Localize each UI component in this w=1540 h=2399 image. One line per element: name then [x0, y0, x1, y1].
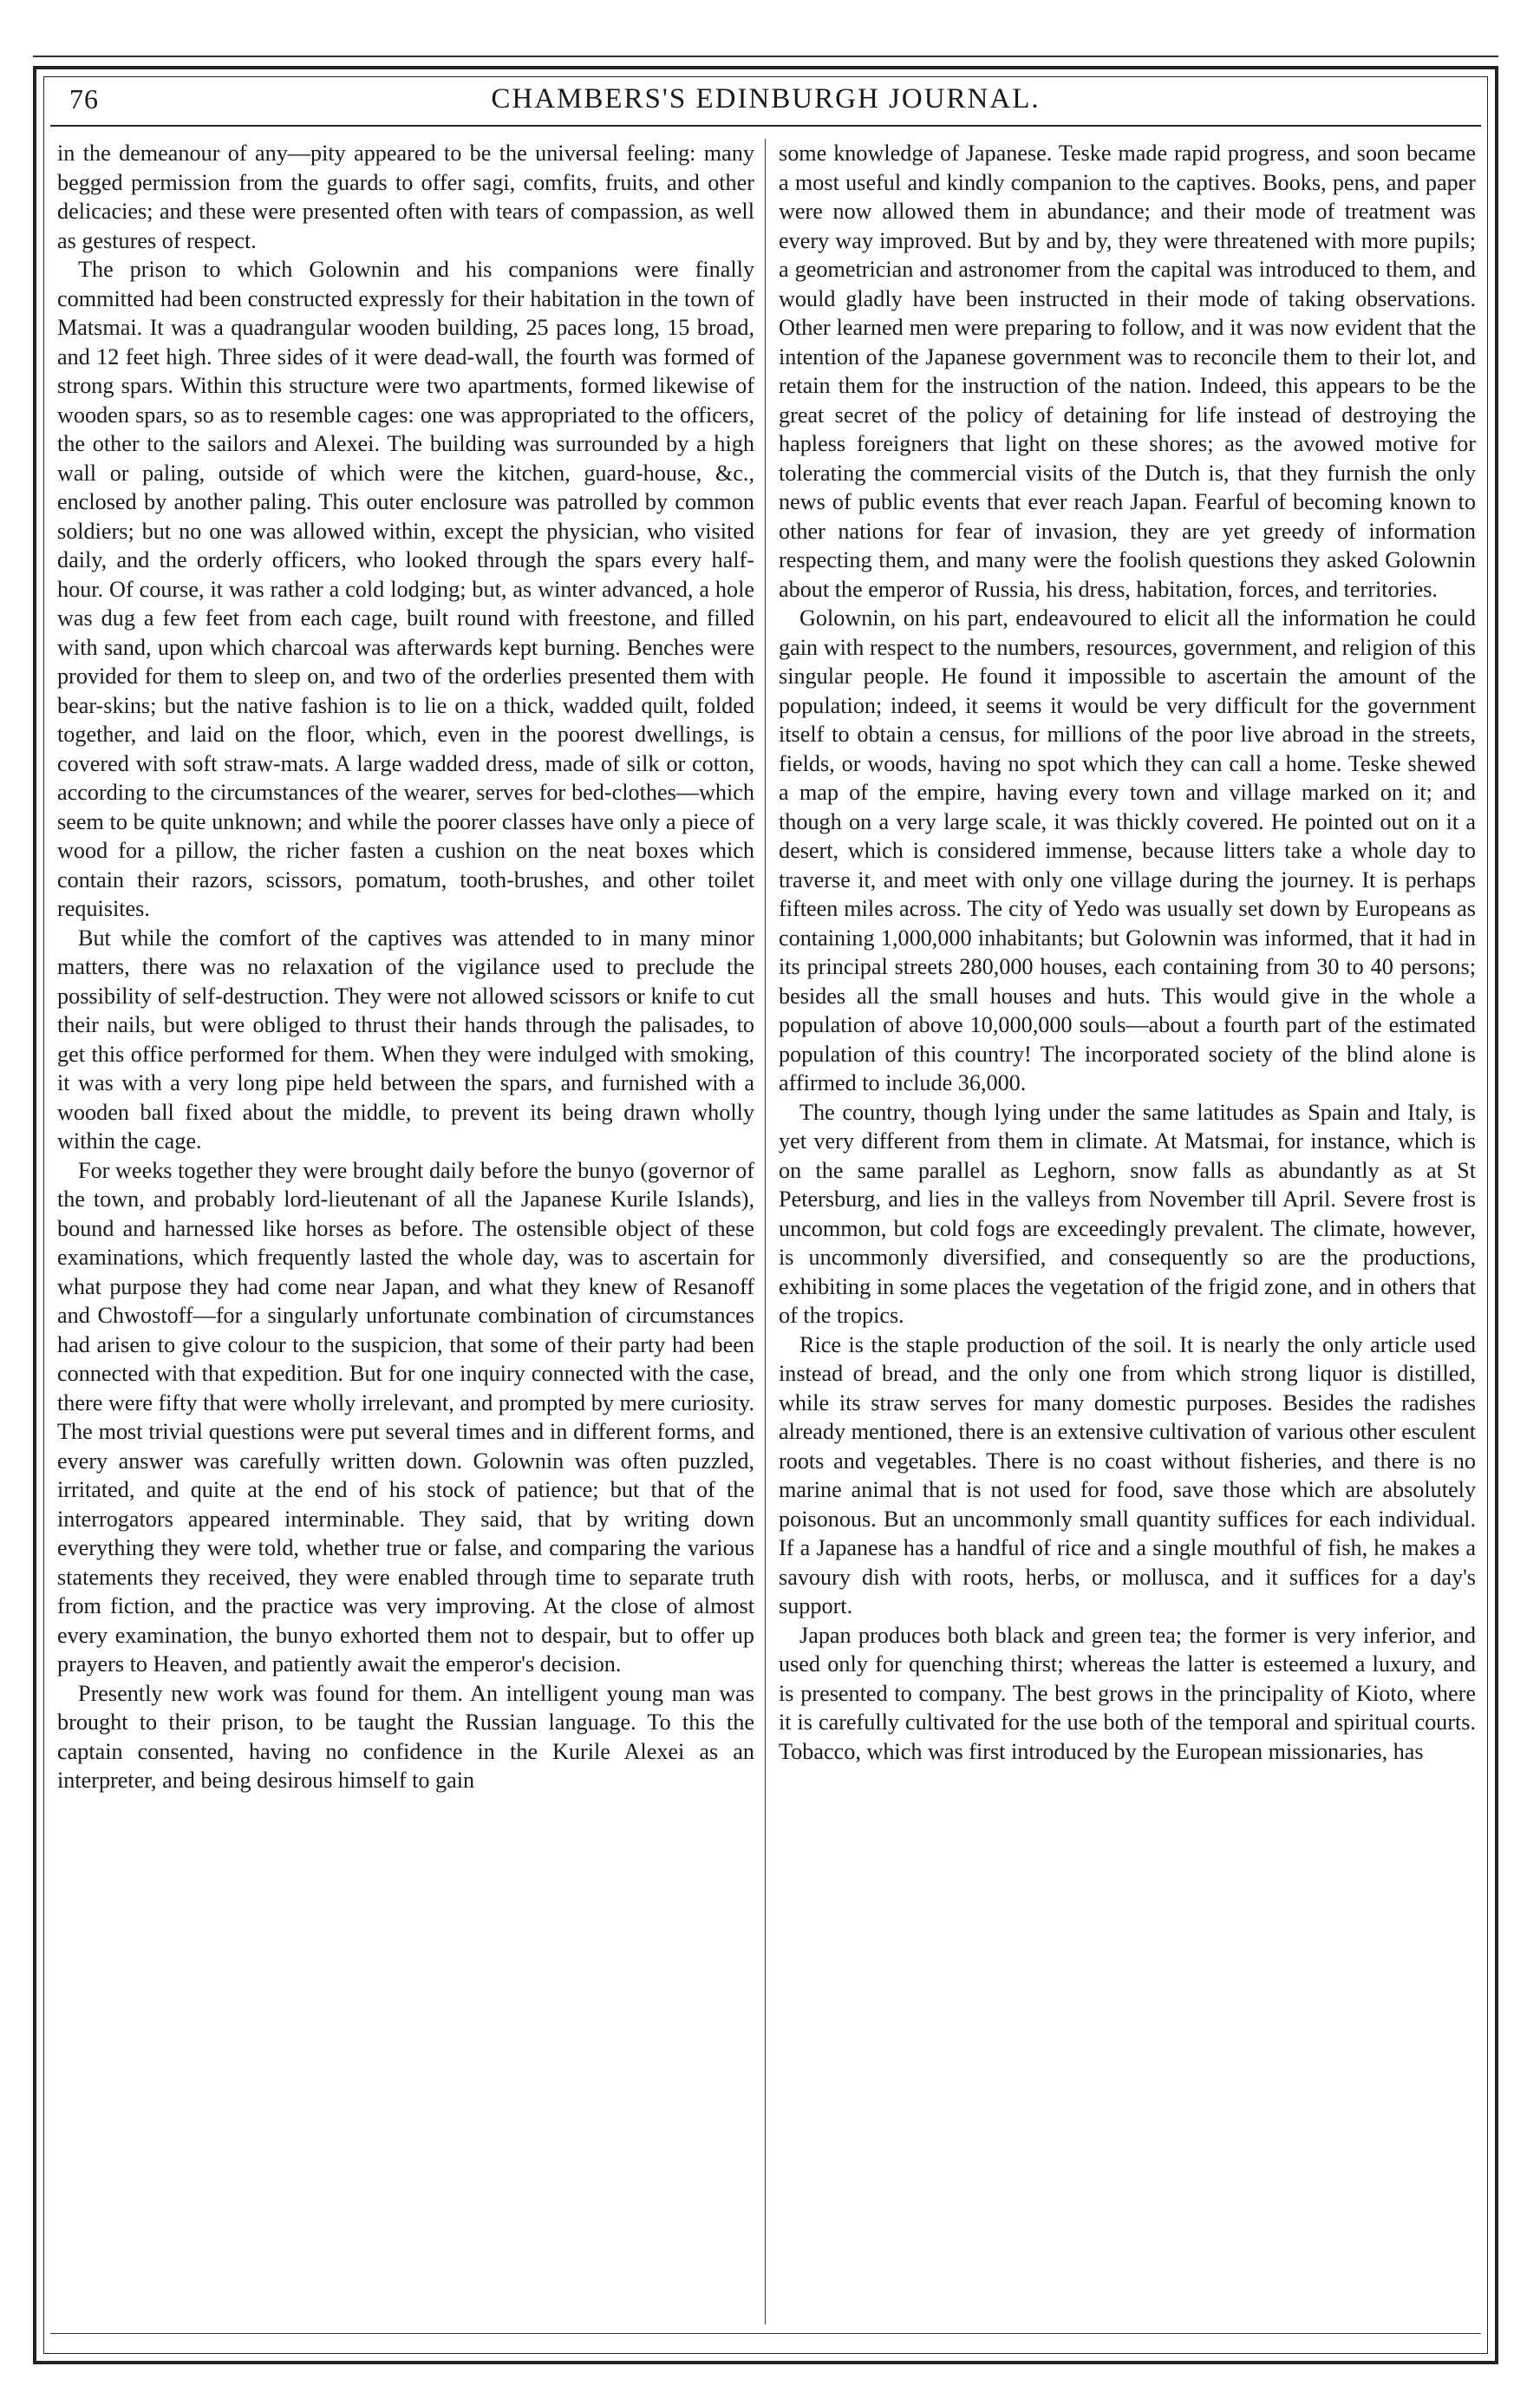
top-rule [33, 56, 1498, 57]
paragraph: Presently new work was found for them. An intelligent young man was brought to their prison, to be taught the Russian language. To this the captain consented, having no confidence in the Kurile Alexei as an interpreter, and being desirous himself to gain [57, 1680, 754, 1793]
running-title: CHAMBERS'S EDINBURGH JOURNAL. [491, 83, 1041, 114]
paragraph: For weeks together they were brought daily before the bunyo (governor of the town, and probably lord-lieutenant of all the Japanese Kurile Islands), bound and harnessed like horses as before. The ostensible object of these examinations, which frequently lasted the whole day, was to ascertain for what purpose they had come near Japan, and what they knew of Resanoff and Chwostoff—for a singularly unfortunate combination of circumstances had arisen to give colour to the suspicion, that some of their party had been connected with that expedition. But for one inquiry connected with the case, there were fifty that were wholly irrelevant, and prompted by mere curiosity. The most trivial questions were put several times and in different forms, and every answer was carefully written down. Golownin was often puzzled, irritated, and quite at the end of his stock of patience; but that of the interrogators appeared interminable. They said, that by writing down everything they were told, whether true or false, and comparing the various statements they received, they were enabled through time to separate truth from fiction, and the practice was very improving. At the close of almost every examination, the bunyo exhorted them not to despair, but to offer up prayers to Heaven, and patiently await the emperor's decision. [57, 1157, 754, 1677]
page-number: 76 [69, 83, 99, 114]
paragraph: But while the comfort of the captives was attended to in many minor matters, there was no relaxation of the vigilance used to preclude the possibility of self-destruction. They were not allowed scissors or knife to cut their nails, but were obliged to thrust their hands through the palisades, to get this office performed for them. When they were indulged with smoking, it was with a very long pipe held between the spars, and furnished with a wooden ball fixed about the middle, to prevent its being drawn wholly within the cage. [57, 925, 754, 1154]
paragraph: Japan produces both black and green tea; the former is very inferior, and used only for quenching thirst; whereas the latter is esteemed a luxury, and is presented to company. The best grows in the principality of Kioto, where it is carefully cultivated for the use both of the temporal and spiritual courts. Tobacco, which was first introduced by the European missionaries, has [779, 1622, 1476, 1764]
bottom-rule [50, 2333, 1481, 2334]
column-divider [765, 139, 766, 2324]
paragraph: Rice is the staple production of the soil. It is nearly the only article used instead of bread, and the only one from which strong liquor is distilled, while its straw serves for many domestic purposes. Besides the radishes already mentioned, there is an extensive cultivation of various other esculent roots and vegetables. There is no coast without fisheries, and there is no marine animal that is not used for food, save those which are absolutely poisonous. But an uncommonly small quantity suffices for each individual. If a Japanese has a handful of rice and a single mouthful of fish, he makes a savoury dish with roots, herbs, or mollusca, and it suffices for a day's support. [779, 1331, 1476, 1618]
left-column [57, 139, 754, 2324]
paragraph: some knowledge of Japanese. Teske made rapid progress, and soon became a most useful and kindly companion to the captives. Books, pens, and paper were now allowed them in abundance; and their mode of treatment was every way improved. But by and by, they were threatened with more pupils; a geometrician and astronomer from the capital was introduced to them, and would gladly have been instructed in their mode of taking observations. Other learned men were preparing to follow, and it was now evident that the intention of the Japanese government was to reconcile them to their lot, and retain them for the instruction of the nation. Indeed, this appears to be the great secret of the policy of detaining for life instead of destroying the hapless foreigners that light on these shores; as the avowed motive for tolerating the commercial visits of the Dutch is, that they furnish the only news of public events that ever reach Japan. Fearful of becoming known to other nations for fear of invasion, they are yet greedy of information respecting them, and many were the foolish questions they asked Golownin about the emperor of Russia, his dress, habitation, forces, and territories. [779, 141, 1476, 602]
paragraph: Golownin, on his part, endeavoured to elicit all the information he could gain with respect to the numbers, resources, government, and religion of this singular people. He found it impossible to ascertain the amount of the population; indeed, it seems it would be very difficult for the government itself to obtain a census, for millions of the poor live abroad in the streets, fields, or woods, having no spot which they can call a home. Teske shewed a map of the empire, having every town and village marked on it; and though on a very large scale, it was thickly covered. He pointed out on it a desert, which is considered immense, because litters take a whole day to traverse it, and meet with only one village during the journey. It is perhaps fifteen miles across. The city of Yedo was usually set down by Europeans as containing 1,000,000 inhabitants; but Golownin was informed, that it had in its principal streets 280,000 houses, each containing from 30 to 40 persons; besides all the small houses and huts. This would give in the whole a population of above 10,000,000 souls—about a fourth part of the estimated population of this country! The incorporated society of the blind alone is affirmed to include 36,000. [779, 605, 1476, 1095]
paragraph: in the demeanour of any—pity appeared to be the universal feeling: many begged permission from the guards to offer sagi, comfits, fruits, and other delicacies; and these were presented often with tears of compassion, as well as gestures of respect. [57, 141, 754, 253]
page-header [50, 80, 1481, 121]
paragraph: The country, though lying under the same latitudes as Spain and Italy, is yet very different from them in climate. At Matsmai, for instance, which is on the same parallel as Leghorn, snow falls as abundantly as at St Petersburg, and lies in the valleys from November till April. Severe frost is uncommon, but cold fogs are exceedingly prevalent. The climate, however, is uncommonly diversified, and consequently so are the productions, exhibiting in some places the vegetation of the frigid zone, and in others that of the tropics. [779, 1099, 1476, 1328]
right-column [779, 139, 1476, 2324]
header-rule [50, 125, 1481, 127]
paragraph: The prison to which Golownin and his companions were finally committed had been constructed expressly for their habitation in the town of Matsmai. It was a quadrangular wooden building, 25 paces long, 15 broad, and 12 feet high. Three sides of it were dead-wall, the fourth was formed of strong spars. Within this structure were two apartments, formed likewise of wooden spars, so as to resemble cages: one was appropriated to the officers, the other to the sailors and Alexei. The building was surrounded by a high wall or paling, outside of which were the kitchen, guard-house, &c., enclosed by another paling. This outer enclosure was patrolled by common soldiers; but no one was allowed within, except the physician, who visited daily, and the orderly officers, who looked through the spars every half-hour. Of course, it was rather a cold lodging; but, as winter advanced, a hole was dug a few feet from each cage, built round with freestone, and filled with sand, upon which charcoal was afterwards kept burning. Benches were provided for them to sleep on, and two of the orderlies presented them with bear-skins; but the native fashion is to lie on a thick, wadded quilt, folded together, and laid on the floor, which, even in the poorest dwellings, is covered with soft straw-mats. A large wadded dress, made of silk or cotton, according to the circumstances of the wearer, serves for bed-clothes—which seem to be quite unknown; and while the poorer classes have only a piece of wood for a pillow, the richer fasten a cushion on the neat boxes which contain their razors, scissors, pomatum, tooth-brushes, and other toilet requisites. [57, 257, 754, 921]
